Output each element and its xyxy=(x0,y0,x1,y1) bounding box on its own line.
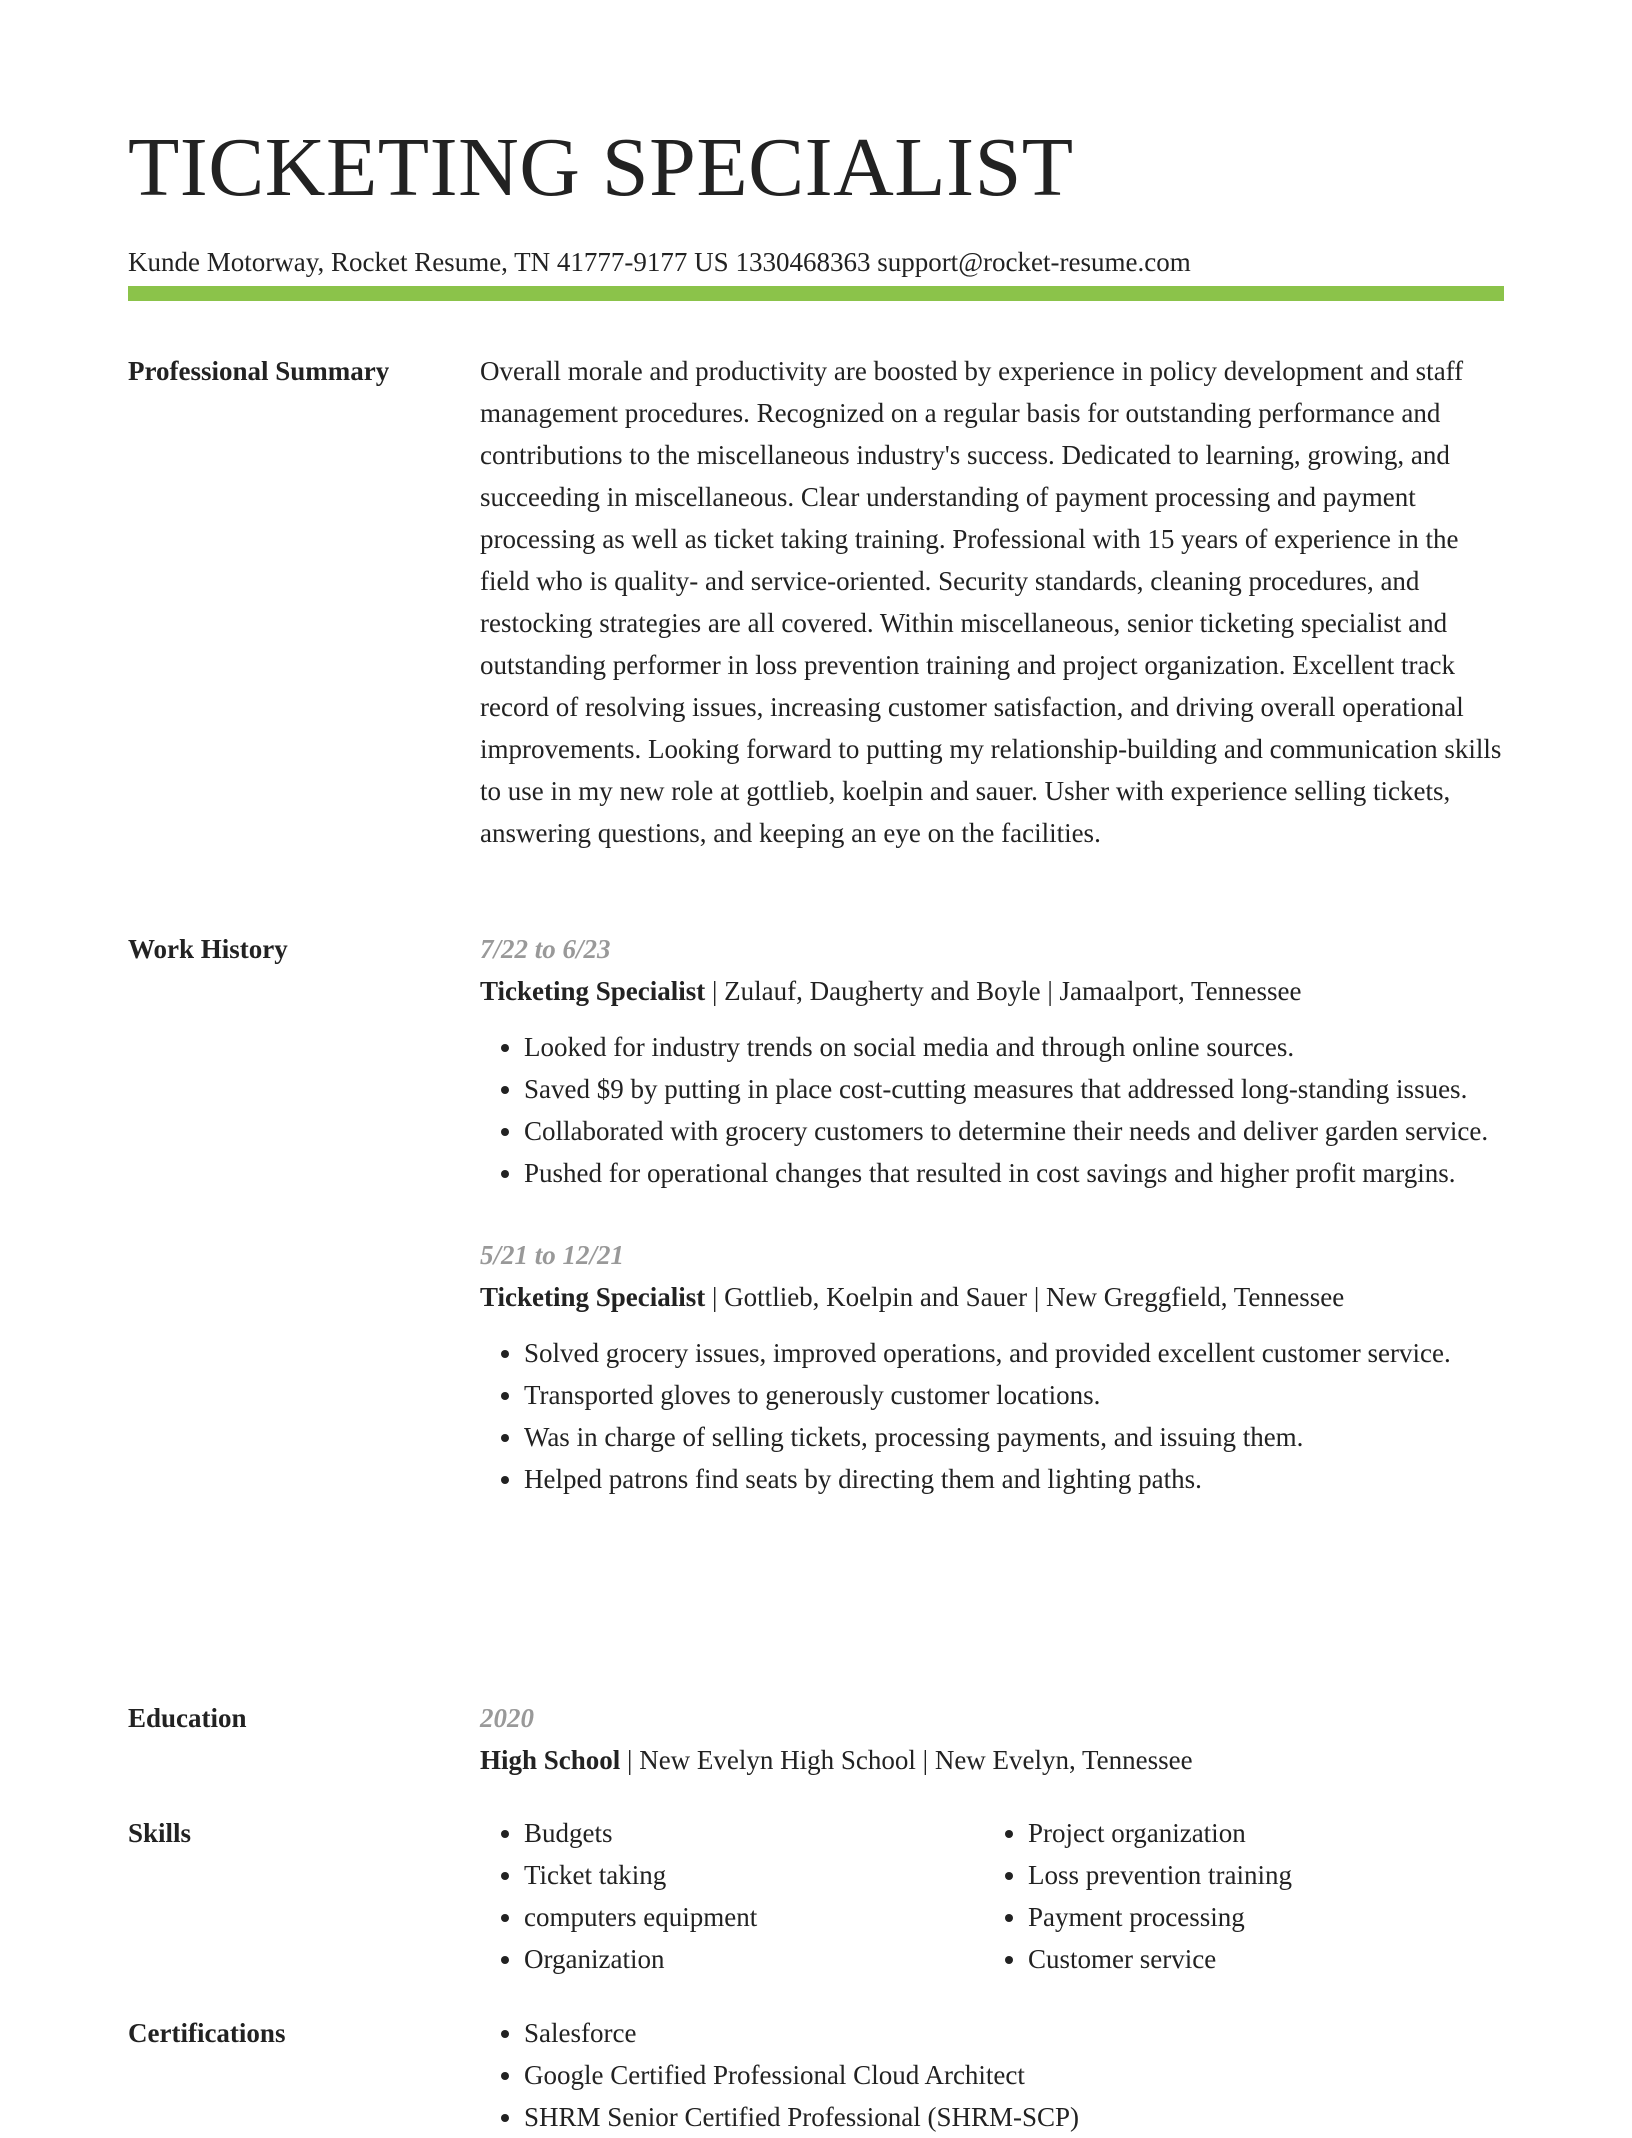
education-school: | New Evelyn High School | New Evelyn, Tennessee xyxy=(620,1745,1193,1775)
job-employer: | Zulauf, Daugherty and Boyle | Jamaalport, Tennessee xyxy=(705,976,1302,1006)
job-bullets xyxy=(480,1332,1504,1500)
list-item: • Helped patrons find seats by directing them and lighting paths. xyxy=(524,1458,1504,1500)
accent-divider xyxy=(128,286,1504,301)
section-title-work: Work History xyxy=(128,934,288,964)
section-title-summary: Professional Summary xyxy=(128,356,390,386)
section-title-skills: Skills xyxy=(128,1818,192,1848)
skills-body xyxy=(480,1812,1504,1980)
list-item: • Customer service xyxy=(1028,1938,1488,1980)
work-body xyxy=(480,928,1504,1500)
education-year: 2020 xyxy=(480,1703,534,1733)
job-dates: 5/21 to 12/21 xyxy=(480,1240,625,1270)
list-item: • Solved grocery issues, improved operations, and provided excellent customer service. xyxy=(524,1332,1504,1374)
list-item: • Looked for industry trends on social media and through online sources. xyxy=(524,1026,1504,1068)
list-item: • Was in charge of selling tickets, processing payments, and issuing them. xyxy=(524,1416,1504,1458)
education-degree: High School xyxy=(480,1745,621,1775)
certifications-body xyxy=(480,2012,1504,2138)
list-item: • Pushed for operational changes that resulted in cost savings and higher profit margins. xyxy=(524,1152,1504,1194)
contact-phone: 1330468363 xyxy=(735,247,871,277)
job-bullets xyxy=(480,1026,1504,1194)
resume-name: TICKETING SPECIALIST xyxy=(128,121,1074,214)
job-role: Ticketing Specialist xyxy=(480,976,706,1006)
list-item: • Transported gloves to generously customer locations. xyxy=(524,1374,1504,1416)
contact-address: Kunde Motorway, Rocket Resume, TN 41777-9177 US xyxy=(128,247,729,277)
skills-column-left xyxy=(480,1812,984,1980)
resume-header xyxy=(128,118,1504,278)
list-item: • Organization xyxy=(524,1938,984,1980)
section-title-education: Education xyxy=(128,1703,247,1733)
summary-text: Overall morale and productivity are boosted by experience in policy development and staff management procedures. Recognized on a regular basis for outstanding performance and contributions to the miscellaneous industry's success. Dedicated to learning, growing, and succeeding in miscellaneous. Clear understanding of payment processing and payment processing as well as ticket taking training. Professional with 15 years of experience in the field who is quality- and service-oriented. Security standards, cleaning procedures, and restocking strategies are all covered. Within miscellaneous, senior ticketing specialist and outstanding performer in loss prevention training and project organization. Excellent track record of resolving issues, increasing customer satisfaction, and driving overall operational improvements. Looking forward to putting my relationship-building and communication skills to use in my new role at gottlieb, koelpin and sauer. Usher with experience selling tickets, answering questions, and keeping an eye on the facilities. xyxy=(480,356,1502,848)
list-item: • Collaborated with grocery customers to determine their needs and deliver garden service. xyxy=(524,1110,1504,1152)
certifications-list xyxy=(480,2012,1504,2138)
job-dates: 7/22 to 6/23 xyxy=(480,934,611,964)
list-item: • Loss prevention training xyxy=(1028,1854,1488,1896)
job-entry xyxy=(480,928,1504,1194)
education-body xyxy=(480,1697,1504,1781)
education-line xyxy=(480,1739,1504,1781)
list-item: • Payment processing xyxy=(1028,1896,1488,1938)
contact-email: support@rocket-resume.com xyxy=(877,247,1191,277)
list-item: • Project organization xyxy=(1028,1812,1488,1854)
skills-column-right xyxy=(984,1812,1488,1980)
job-entry xyxy=(480,1234,1504,1500)
list-item: • SHRM Senior Certified Professional (SHRM-SCP) xyxy=(524,2096,1504,2138)
skills-columns xyxy=(480,1812,1504,1980)
list-item: • computers equipment xyxy=(524,1896,984,1938)
list-item: • Salesforce xyxy=(524,2012,1504,2054)
list-item: • Google Certified Professional Cloud Architect xyxy=(524,2054,1504,2096)
contact-line xyxy=(128,246,1504,278)
job-title-line xyxy=(480,970,1504,1012)
list-item: • Saved $9 by putting in place cost-cutting measures that addressed long-standing issues. xyxy=(524,1068,1504,1110)
section-title-certifications: Certifications xyxy=(128,2018,286,2048)
job-title-line xyxy=(480,1276,1504,1318)
list-item: • Ticket taking xyxy=(524,1854,984,1896)
summary-body xyxy=(480,350,1504,854)
job-role: Ticketing Specialist xyxy=(480,1282,706,1312)
list-item: • Budgets xyxy=(524,1812,984,1854)
job-employer: | Gottlieb, Koelpin and Sauer | New Greggfield, Tennessee xyxy=(705,1282,1345,1312)
